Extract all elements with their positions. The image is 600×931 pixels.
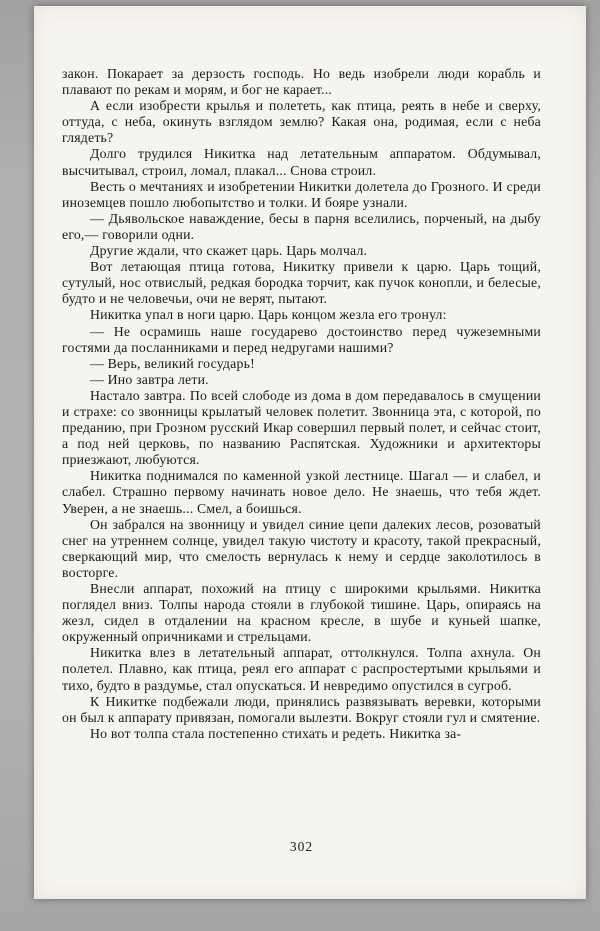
paragraph: Настало завтра. По всей слободе из дома в дом передавалось в смущении и страхе: со звонницы крылатый человек полетит. Звонница эта, с которой, по преданию, при Грозном русский Икар совершил первый полет, и сейчас стоит, а под ней церковь, по названию Распятская. Художники и архитекторы приезжают, любуются. — [62, 387, 541, 468]
text-column — [62, 66, 541, 742]
paragraph: А если изобрести крылья и полететь, как птица, реять в небе и сверху, оттуда, с неба, окинуть взглядом землю? Какая она, родимая, если с неба глядеть? — [62, 98, 541, 146]
paragraph: Другие ждали, что скажет царь. Царь молчал. — [90, 243, 368, 259]
paragraph: Никитка поднимался по каменной узкой лестнице. Шагал — и слабел, и слабел. Страшно первому начинать новое дело. Не знаешь, что тебя ждет. Уверен, а не знаешь... Смел, а боишься. — [62, 468, 541, 516]
paragraph: Долго трудился Никитка над летательным аппаратом. Обдумывал, высчитывал, строил, ломал, плакал... Снова строил. — [62, 146, 541, 178]
page-number: 302 — [289, 839, 314, 854]
paragraph-dialogue: — Дьявольское наваждение, бесы в парня вселились, порченый, на дыбу его,— говорили одни. — [62, 210, 541, 242]
paragraph: Он забрался на звонницу и увидел синие цепи далеких лесов, розоватый снег на утреннем солнце, увидел такую чистоту и красоту, такой прекрасный, сверкающий мир, что смелость вернулась к нему и сердце заколотилось в восторге. — [62, 516, 541, 580]
book-page — [34, 6, 586, 899]
paragraph: Но вот толпа стала постепенно стихать и редеть. Никитка за- — [90, 725, 462, 741]
paragraph: Внесли аппарат, похожий на птицу с широкими крыльями. Никитка поглядел вниз. Толпы народа стояли в глубокой тишине. Царь, опираясь на жезл, сидел в отдалении на красном кресле, в шубе и куньей шапке, окруженный опричниками и стрельцами. — [62, 581, 541, 645]
paragraph-dialogue: — Ино завтра лети. — [90, 371, 209, 387]
paragraph-dialogue: — Не осрамишь наше государево достоинство перед чужеземными гостями да посланниками и перед недругами нашими? — [62, 323, 541, 355]
paragraph: К Никитке подбежали люди, принялись развязывать веревки, которыми он был к аппарату привязан, помогали вылезти. Вокруг стояли гул и смятение. — [62, 693, 541, 725]
paragraph: Вот летающая птица готова, Никитку привели к царю. Царь тощий, сутулый, нос отвислый, редкая бородка торчит, как пучок конопли, и белесые, будто и не человечьи, очи не верят, пытают. — [62, 259, 541, 307]
paragraph: закон. Покарает за дерзость господь. Но ведь изобрели люди корабль и плавают по рекам и морям, и бог не карает... — [62, 66, 541, 98]
paragraph: Никитка упал в ноги царю. Царь концом жезла его тронул: — [90, 307, 447, 323]
paragraph-dialogue: — Верь, великий государь! — [90, 355, 255, 371]
paragraph: Никитка влез в летательный аппарат, оттолкнулся. Толпа ахнула. Он полетел. Плавно, как птица, реял его аппарат с распростертыми крыльями и тихо, будто в раздумье, стал опускаться. И невредимо опустился в сугроб. — [62, 645, 541, 693]
paragraph: Весть о мечтаниях и изобретении Никитки долетела до Грозного. И среди иноземцев пошло любопытство и толки. И бояре узнали. — [62, 178, 541, 210]
